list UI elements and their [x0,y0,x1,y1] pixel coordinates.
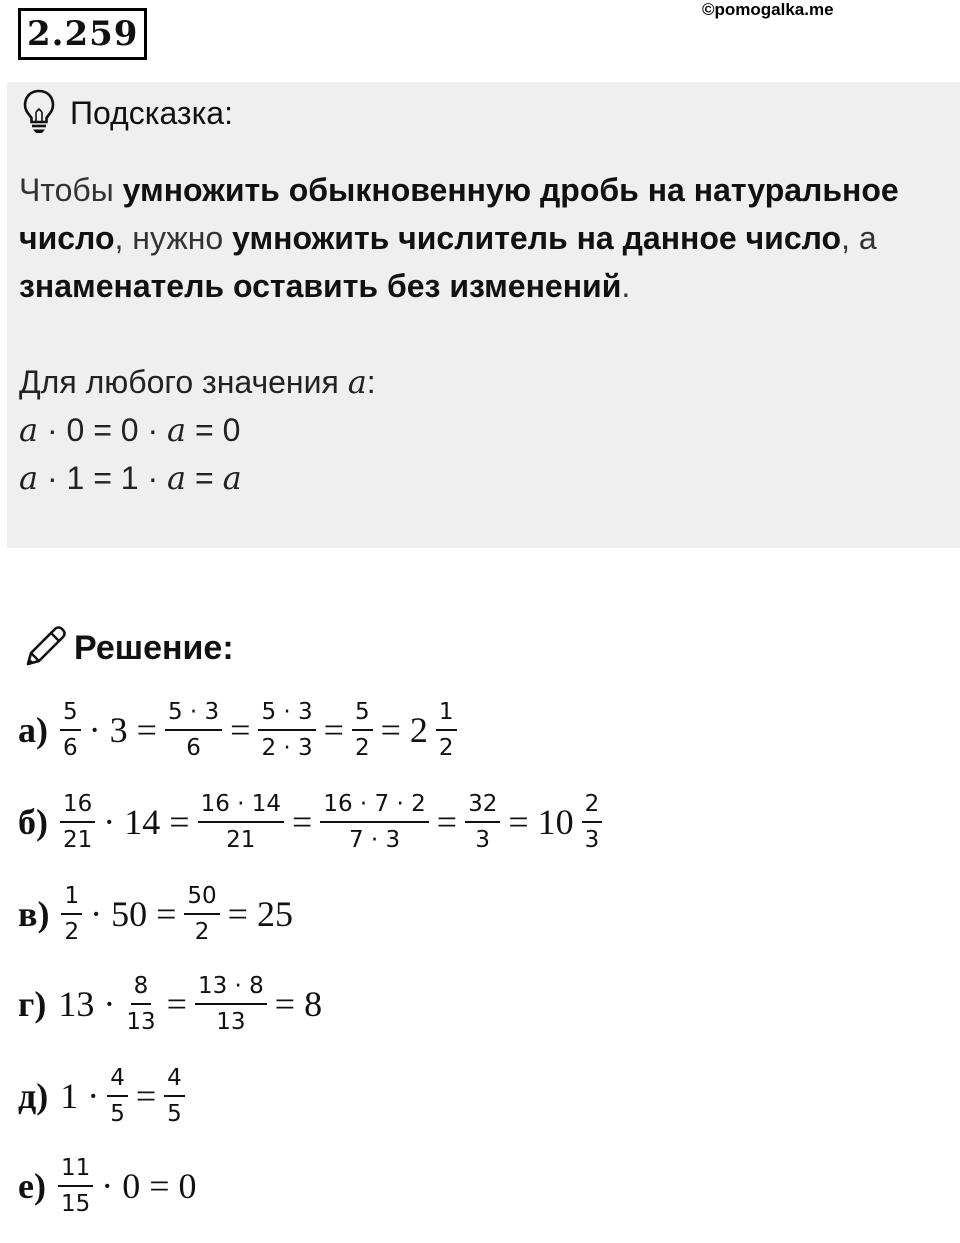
rule-text: = 0 [186,412,241,448]
rule-intro-text: Для любого значения [19,364,348,400]
lightbulb-icon [22,88,56,134]
numerator: 5 · 3 [165,698,222,731]
numerator: 16 · 14 [198,790,284,823]
numerator: 13 · 8 [195,972,267,1005]
fraction [123,972,158,1036]
expression-text: = [436,802,458,842]
hint-rule-text [19,166,949,310]
denominator: 5 [167,1101,182,1127]
numerator: 1 [61,882,82,915]
expression-text: = 25 [227,894,293,934]
item-label: б) [18,802,48,842]
rule-variable: a [347,363,367,401]
expression-text: 13 · [58,984,116,1024]
fraction [436,698,457,762]
numerator: 4 [107,1064,128,1097]
fraction [60,790,95,854]
hint-rule-intro [19,358,376,406]
rule-variable: a [222,459,242,497]
numerator: 11 [58,1154,93,1187]
numerator: 16 [60,790,95,823]
item-label: е) [18,1166,46,1206]
expression-text: · 14 = [103,802,190,842]
denominator: 2 [438,735,454,761]
fraction [465,790,500,854]
expression-text: · 3 = [88,710,157,750]
solution-title: Решение: [74,629,234,667]
hint-text-part: Чтобы [19,172,123,208]
numerator: 5 [60,698,81,731]
hint-text-bold: умножить числитель на данное число [232,220,842,256]
hint-rule-zero [19,406,240,454]
fraction [184,882,219,946]
denominator: 21 [63,827,93,853]
solution-row-e [18,1154,201,1218]
problem-number: 2.259 [18,8,147,60]
denominator: 7 · 3 [348,827,401,853]
denominator: 21 [226,827,256,853]
numerator: 4 [164,1064,185,1097]
item-label: д) [18,1076,49,1116]
solution-row-v [18,882,297,946]
denominator: 2 [64,919,80,945]
denominator: 13 [216,1009,246,1035]
fraction [60,698,81,762]
fraction [164,1064,185,1128]
expression-text: = [292,802,313,842]
expression-text: · 0 = 0 [101,1166,197,1206]
solution-row-g [18,972,326,1036]
expression-text: = 10 [508,802,574,842]
fraction [61,882,82,946]
fraction [198,790,284,854]
denominator: 15 [60,1191,91,1217]
numerator: 32 [465,790,500,823]
rule-intro-colon: : [366,364,376,400]
item-label: г) [18,984,47,1024]
numerator: 5 [352,698,373,731]
item-label: в) [18,894,50,934]
denominator: 2 · 3 [261,735,313,761]
fraction [195,972,267,1036]
watermark: ©pomogalka.me [702,0,834,19]
numerator: 50 [184,882,219,915]
solution-row-b [18,790,606,854]
hint-rule-one [19,454,242,502]
numerator: 1 [436,698,457,731]
expression-text: = [135,1076,157,1116]
solution-row-a [18,698,461,762]
pencil-icon [22,624,68,670]
numerator: 8 [131,972,152,1005]
denominator: 2 [194,919,210,945]
hint-text-part: . [621,268,631,304]
hint-text-part: , а [841,220,877,256]
hint-text-bold: умножить обыкновенную дробь на натуральное число [19,172,899,256]
fraction [320,790,428,854]
fraction [258,698,315,762]
expression-text: = [230,710,251,750]
fraction [165,698,222,762]
hint-title: Подсказка: [70,95,233,131]
rule-variable: a [19,459,39,497]
denominator: 3 [584,827,600,853]
expression-text: = 2 [380,710,428,750]
denominator: 6 [63,735,78,761]
rule-variable: a [167,459,187,497]
denominator: 13 [126,1009,156,1035]
numerator: 16 · 7 · 2 [320,790,428,823]
numerator: 2 [582,790,603,823]
fraction [107,1064,128,1128]
denominator: 6 [186,735,201,761]
rule-text: · 0 = 0 · [38,412,168,448]
fraction [582,790,603,854]
rule-variable: a [167,411,187,449]
denominator: 3 [475,827,491,853]
expression-text: · 50 = [90,894,177,934]
item-label: а) [18,710,48,750]
expression-text: = [323,710,344,750]
hint-text-part: , нужно [114,220,233,256]
solution-row-d [18,1064,189,1128]
expression-text: = 8 [274,984,323,1024]
rule-variable: a [19,411,39,449]
denominator: 2 [354,735,370,761]
hint-text-bold: знаменатель оставить без изменений [19,268,622,304]
fraction [352,698,373,762]
numerator: 5 · 3 [258,698,315,731]
denominator: 5 [110,1101,125,1127]
rule-text: · 1 = 1 · [38,460,168,496]
expression-text: = [166,984,187,1024]
fraction [58,1154,93,1218]
rule-text: = [186,460,223,496]
expression-text: 1 · [60,1076,100,1116]
